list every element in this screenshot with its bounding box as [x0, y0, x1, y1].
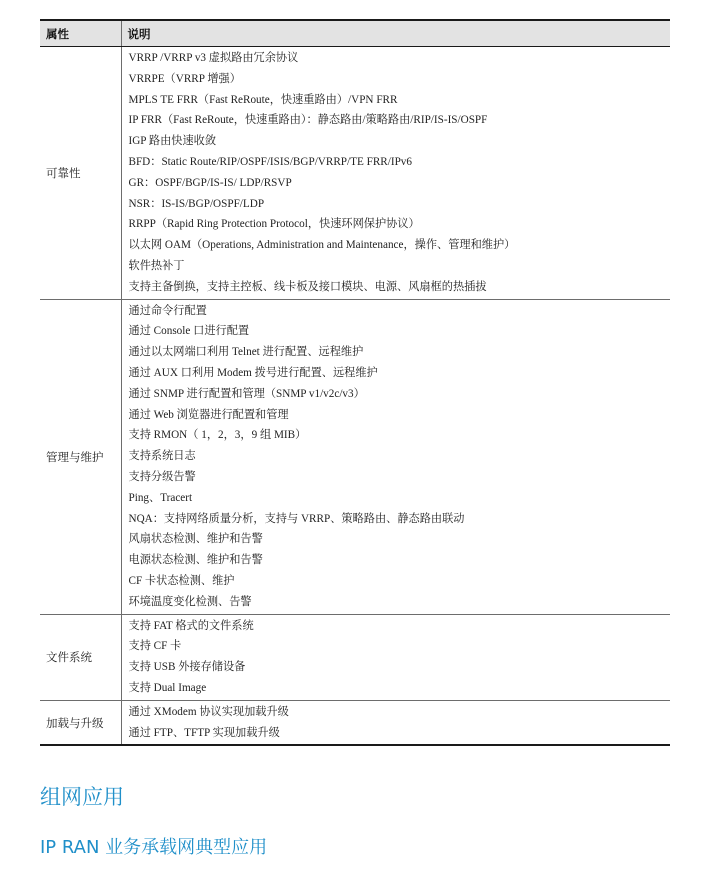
description-item: 通过以太网端口利用 Telnet 进行配置、远程维护 — [128, 346, 364, 359]
description-item: 软件热补丁 — [128, 259, 185, 272]
description-item: GR：OSPF/BGP/IS-IS/ LDP/RSVP — [128, 176, 292, 189]
description-item: 支持 CF 卡 — [128, 640, 182, 653]
description-item: 支持 FAT 格式的文件系统 — [128, 619, 254, 632]
description-item: BFD：Static Route/RIP/OSPF/ISIS/BGP/VRRP/TE FRR/IPv6 — [128, 155, 412, 168]
description-item: 以太网 OAM（Operations, Administration and Maintenance，操作、管理和维护） — [128, 239, 516, 252]
attribute-cell: 可靠性 — [40, 47, 121, 300]
description-item: CF 卡状态检测、维护 — [128, 574, 235, 587]
spec-table — [40, 19, 670, 746]
table-row — [40, 614, 670, 700]
description-item: 支持分级告警 — [128, 470, 196, 483]
description-item: IP FRR（Fast ReRoute，快速重路由）：静态路由/策略路由/RIP/IS-IS/OSPF — [128, 114, 488, 127]
attribute-cell: 管理与维护 — [40, 299, 121, 614]
table-row — [40, 700, 670, 745]
description-item: MPLS TE FRR（Fast ReRoute，快速重路由）/VPN FRR — [128, 93, 398, 106]
description-cell — [121, 299, 670, 614]
spec-table-body — [40, 47, 670, 746]
description-item: 电源状态检测、维护和告警 — [128, 554, 263, 567]
description-cell — [121, 614, 670, 700]
description-item: 支持 RMON（ 1，2，3，9 组 MIB） — [128, 429, 307, 442]
description-item: 支持主备倒换，支持主控板、线卡板及接口模块、电源、风扇框的热插拔 — [128, 280, 487, 293]
header-description: 说明 — [121, 20, 670, 47]
description-item: 通过命令行配置 — [128, 304, 207, 317]
description-cell — [121, 47, 670, 300]
description-item: 通过 XModem 协议实现加载升级 — [128, 705, 289, 718]
table-header-row — [40, 20, 670, 47]
description-item: 环境温度变化检测、告警 — [128, 595, 252, 608]
description-item: IGP 路由快速收敛 — [128, 135, 217, 148]
description-item: VRRPE（VRRP 增强） — [128, 72, 241, 85]
table-row — [40, 47, 670, 300]
description-item: RRPP（Rapid Ring Protection Protocol，快速环网保护协议） — [128, 218, 420, 231]
description-item: 通过 Console 口进行配置 — [128, 325, 250, 338]
description-item: NQA：支持网络质量分析，支持与 VRRP、策略路由、静态路由联动 — [128, 512, 465, 525]
description-item: Ping、Tracert — [128, 491, 193, 504]
header-attribute: 属性 — [40, 20, 121, 47]
description-item: 支持 Dual Image — [128, 681, 207, 694]
description-item: 通过 SNMP 进行配置和管理（SNMP v1/v2c/v3） — [128, 387, 365, 400]
description-item: 支持 USB 外接存储设备 — [128, 661, 246, 674]
description-item: 支持系统日志 — [128, 450, 196, 463]
description-item: 通过 Web 浏览器进行配置和管理 — [128, 408, 289, 421]
description-item: 风扇状态检测、维护和告警 — [128, 533, 263, 546]
description-item: VRRP /VRRP v3 虚拟路由冗余协议 — [128, 52, 299, 64]
section-title: 组网应用 — [40, 785, 124, 809]
description-item: NSR：IS-IS/BGP/OSPF/LDP — [128, 197, 265, 210]
description-item: 通过 FTP、TFTP 实现加载升级 — [128, 726, 280, 739]
subsection-title: IP RAN 业务承载网典型应用 — [40, 837, 268, 858]
description-cell — [121, 700, 670, 745]
table-row — [40, 299, 670, 614]
attribute-cell: 加载与升级 — [40, 700, 121, 745]
description-item: 通过 AUX 口利用 Modem 拨号进行配置、远程维护 — [128, 366, 378, 379]
attribute-cell: 文件系统 — [40, 614, 121, 700]
